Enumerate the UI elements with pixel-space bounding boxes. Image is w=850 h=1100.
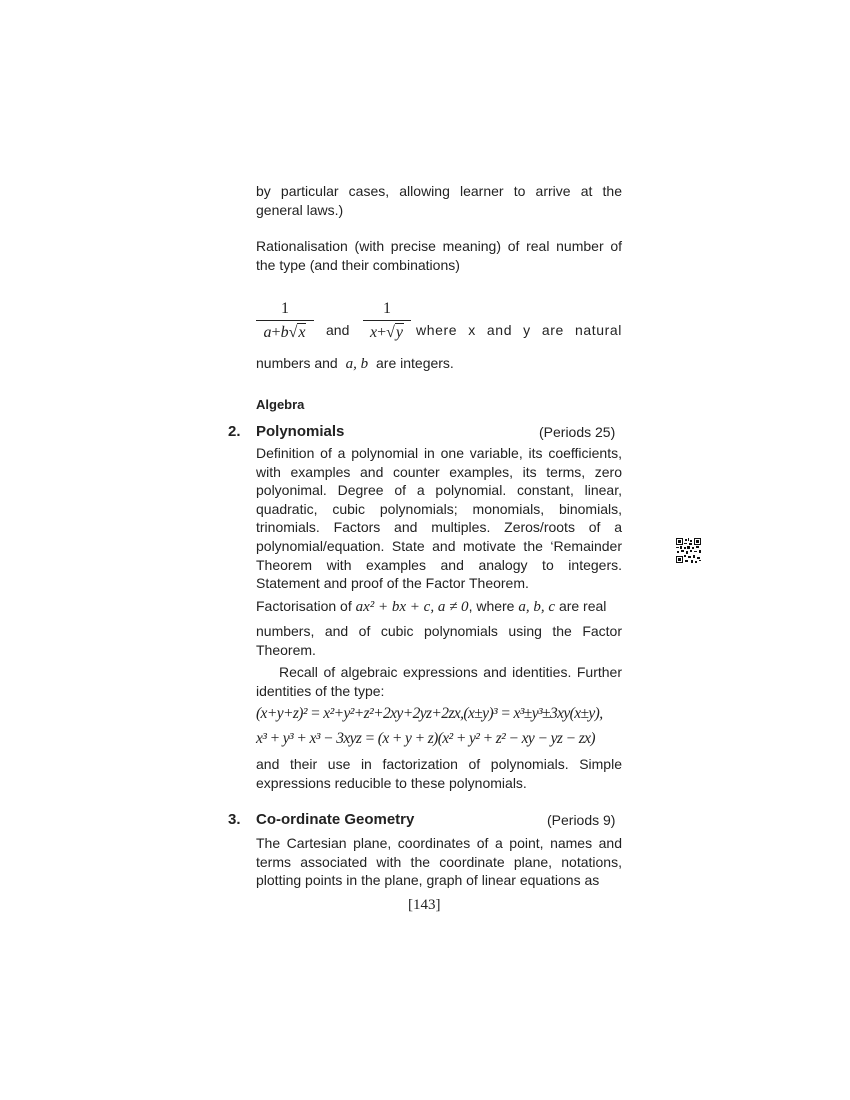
- section-2-paragraph-3: Recall of algebraic expressions and identities. Further identities of the type:: [256, 664, 622, 699]
- numbers-text: numbers and: [256, 355, 338, 371]
- where-text: where x and y are natural: [416, 322, 622, 338]
- section-2-paragraph-4: and their use in factorization of polynomials. Simple expressions reducible to these polynomials.: [256, 756, 622, 791]
- fraction-one-over-a-plus-b-root-x: [256, 300, 314, 343]
- abc-vars: a, b, c: [518, 599, 556, 615]
- integers-text: are integers.: [376, 355, 454, 371]
- fraction-denominator: x+√y: [369, 324, 404, 341]
- section-3-paragraph-1: The Cartesian plane, coordinates of a point, names and terms associated with the coordinate plane, notations, plotting points in the plane, graph of linear equations as: [256, 835, 622, 889]
- where-word: , where: [468, 598, 515, 614]
- fraction-numerator: 1: [383, 300, 391, 317]
- numbers-line: [256, 355, 454, 373]
- identity-formula-2: x³ + y³ + x³ − 3xyz = (x + y + z)(x² + y² + z² − xy − yz − zx): [256, 730, 595, 747]
- factorisation-of-text: Factorisation of: [256, 598, 352, 614]
- fraction-denominator: a+b√x: [263, 324, 306, 341]
- fraction-numerator: 1: [281, 300, 289, 317]
- ab-vars: a, b: [345, 356, 369, 372]
- section-3-number: 3.: [228, 811, 241, 828]
- section-3-title: Co-ordinate Geometry: [256, 811, 415, 828]
- section-3-periods: (Periods 9): [547, 812, 616, 828]
- fraction-bar: [256, 320, 314, 321]
- factorisation-line: [256, 598, 622, 616]
- qr-code-icon: [676, 538, 701, 563]
- fraction-one-over-x-plus-root-y: [363, 300, 411, 343]
- section-2-paragraph-1: Definition of a polynomial in one variable, its coefficients, with examples and counter examples, its terms, zero polyonimal. Degree of a polynomial. constant, linear, quadratic, cubic polynomials; monomials, binomials, trinomials. Factors and multiples. Zeros/roots of a polynomial/equation. State and motivate the ‘Remainder Theorem with examples and analogy to integers. Statement and proof of the Factor Theorem.: [256, 445, 622, 592]
- section-2-number: 2.: [228, 423, 241, 440]
- and-word: and: [326, 322, 350, 338]
- are-real-text: are real: [558, 598, 607, 614]
- page-number: [143]: [408, 897, 441, 913]
- intro-paragraph-1: by particular cases, allowing learner to arrive at the general laws.): [256, 183, 622, 218]
- factorisation-expression: ax² + bx + c, a ≠ 0: [355, 599, 469, 615]
- fraction-bar: [363, 320, 411, 321]
- identity-formula-1: (x+y+z)² = x²+y²+z²+2xy+2yz+2zx,(x±y)³ = x³±y³±3xy(x±y),: [256, 705, 603, 722]
- intro-paragraph-2: Rationalisation (with precise meaning) of real number of the type (and their combinations): [256, 238, 622, 273]
- section-2-paragraph-2: numbers, and of cubic polynomials using the Factor Theorem.: [256, 623, 622, 658]
- section-2-periods: (Periods 25): [539, 424, 616, 440]
- algebra-heading: Algebra: [256, 397, 305, 412]
- section-2-title: Polynomials: [256, 423, 345, 440]
